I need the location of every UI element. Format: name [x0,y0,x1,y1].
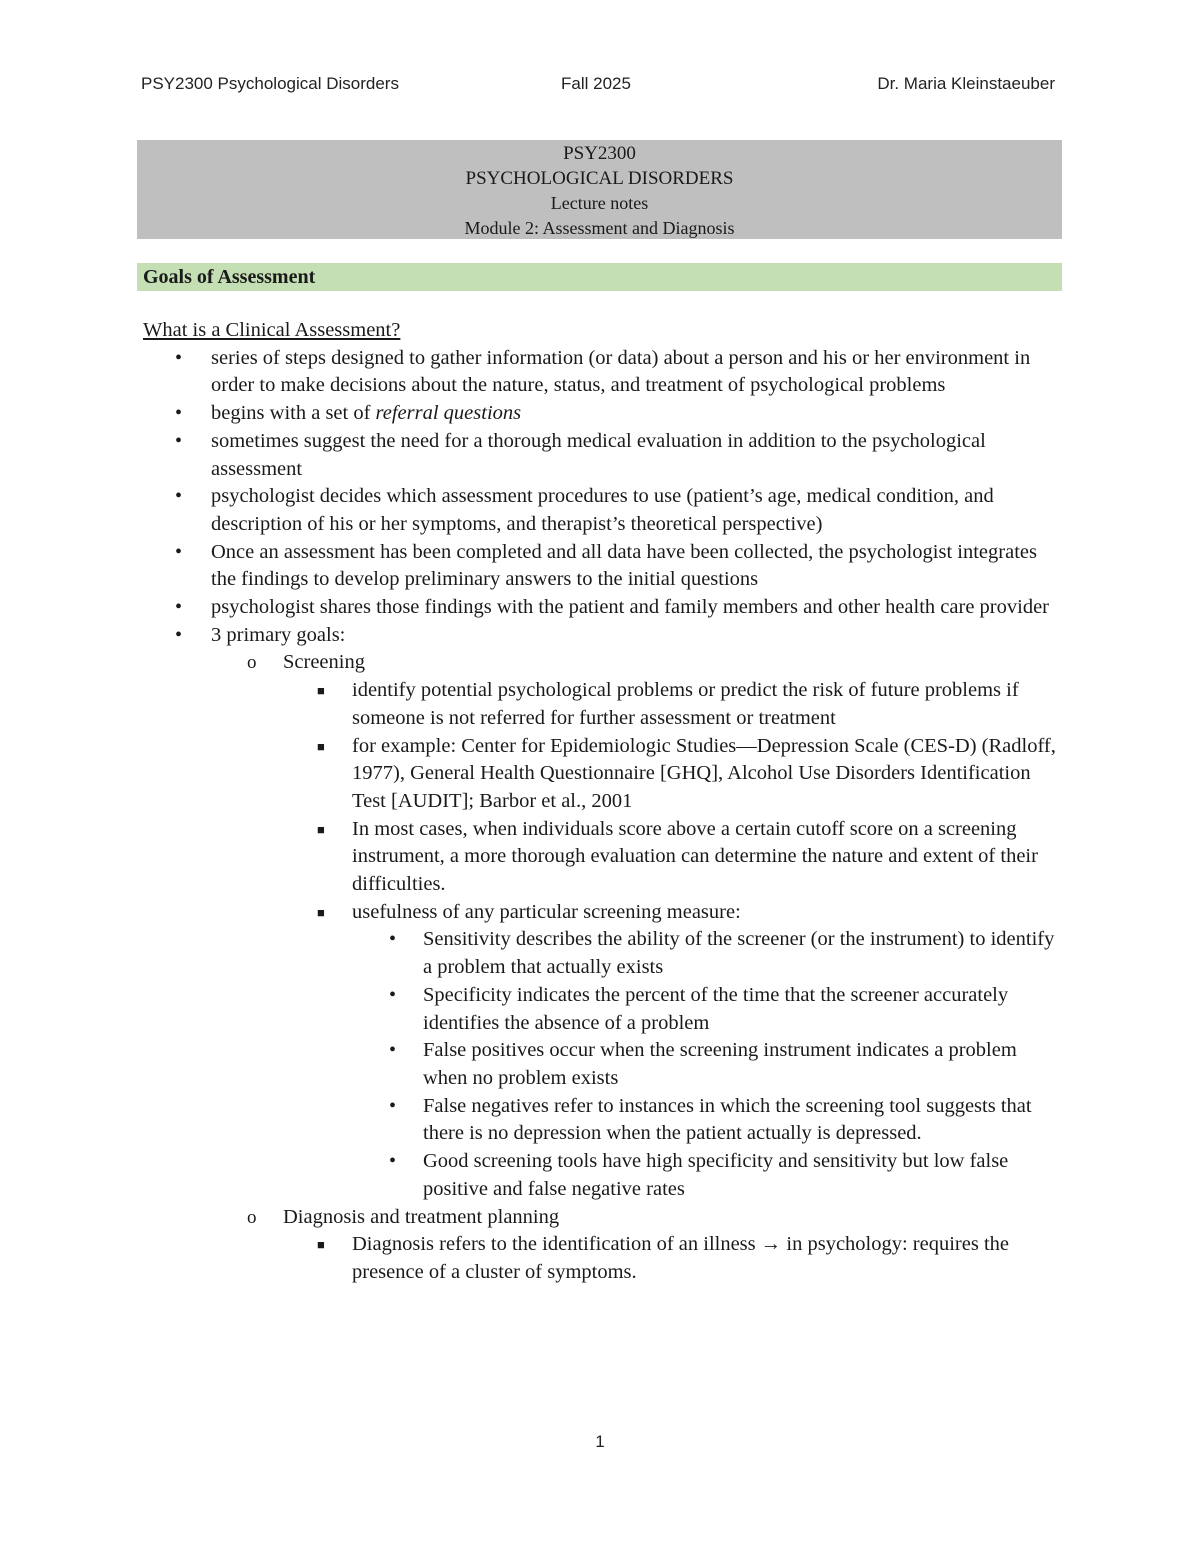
list-item: • begins with a set of referral questions [143,400,1063,428]
list-item: • False negatives refer to instances in which the screening tool suggests that there is no depression when the patient actually is depressed. [389,1094,1032,1145]
goal-item-screening: o Screening [143,649,1063,677]
bullet-marker: • [175,540,183,563]
bullet-marker: ■ [317,1237,325,1253]
bullet-marker: • [389,1150,397,1173]
list-item: ■ In most cases, when individuals score above a certain cutoff score on a screening instrument, a more thorough evaluation can determine the nature and extent of their difficulties. [317,817,1038,896]
bullet-marker: • [389,983,397,1006]
page-number: 1 [595,1432,605,1451]
bullet-marker: ■ [317,904,325,920]
screening-sublist-container [143,677,1063,1203]
list-item: • series of steps designed to gather information (or data) about a person and his or her environment in order to make decisions about the nature, status, and treatment of psychological problems [175,346,1031,397]
list-item: • 3 primary goals: [143,622,1063,650]
bullet-marker: o [247,652,257,674]
diagnosis-points-list [143,1231,1063,1286]
section-heading-bar [137,263,1062,291]
document-type: Lecture notes [550,193,649,213]
bullet-marker: • [175,596,183,619]
screening-points-list [143,677,1063,1203]
bullet-marker: ■ [317,738,325,754]
running-header [141,74,1055,100]
bullet-marker: • [175,485,183,508]
bullet-marker: ■ [317,821,325,837]
measures-sublist-container [143,926,1063,1203]
clinical-assessment-list [143,345,1063,1287]
screening-measures-list [143,926,1063,1203]
referral-questions-term: referral questions [375,402,522,425]
bullet-marker: • [389,1094,397,1117]
list-item: • sometimes suggest the need for a thorough medical evaluation in addition to the psychological assessment [175,429,986,480]
lecture-notes-body [143,317,1063,1287]
course-code: PSY2300 [563,143,636,164]
title-block [137,140,1062,239]
bullet-marker: • [389,1039,397,1062]
list-item: • Good screening tools have high specificity and sensitivity but low false positive and false negative rates [389,1150,1009,1200]
list-item: ■ Diagnosis refers to the identification of an illness → in psychology: requires the presence of a cluster of symptoms. [317,1233,1009,1283]
bullet-marker: • [389,928,397,951]
bullet-marker: • [175,429,183,452]
clinical-assessment-question: What is a Clinical Assessment? [143,319,401,341]
list-item: • psychologist shares those findings with the patient and family members and other health care provider [143,594,1063,622]
header-term: Fall 2025 [561,74,631,93]
list-item: • Sensitivity describes the ability of the screener (or the instrument) to identify a problem that actually exists [389,928,1055,979]
list-item: • psychologist decides which assessment procedures to use (patient’s age, medical condition, and description of his or her symptoms, and therapist’s theoretical perspective) [175,485,994,535]
bullet-marker: o [247,1206,257,1228]
course-title: PSYCHOLOGICAL DISORDERS [465,167,734,189]
section-heading: Goals of Assessment [143,266,316,288]
list-item: • Once an assessment has been completed and all data have been collected, the psychologist integrates the findings to develop preliminary answers to the initial questions [175,540,1037,591]
right-arrow-icon: → [760,1233,782,1256]
list-item: ■ usefulness of any particular screening measure: [143,899,1063,927]
list-item: • False positives occur when the screening instrument indicates a problem when no problem exists [389,1039,1017,1089]
bullet-marker: ■ [317,683,325,699]
list-item: • Specificity indicates the percent of the time that the screener accurately identifies the absence of a problem [389,983,1009,1034]
bullet-marker: • [175,346,183,369]
bullet-marker: • [175,402,183,425]
header-instructor: Dr. Maria Kleinstaeuber [877,74,1055,93]
goals-sublist-container [143,649,1063,1286]
header-course: PSY2300 Psychological Disorders [141,74,399,93]
diagnosis-sublist-container [143,1231,1063,1286]
list-item: ■ for example: Center for Epidemiologic Studies—Depression Scale (CES-D) (Radloff, 1977), General Health Questionnaire [GHQ], Alcohol Use Disorders Identification Test [AUDIT]; Barbor et al., 2001 [317,734,1056,812]
bullet-marker: • [175,623,183,646]
module-title: Module 2: Assessment and Diagnosis [464,217,735,238]
primary-goals-list [143,649,1063,1286]
goal-item-diagnosis: o Diagnosis and treatment planning [143,1204,1063,1232]
list-item: ■ identify potential psychological problems or predict the risk of future problems if someone is not referred for further assessment or treatment [317,679,1019,729]
